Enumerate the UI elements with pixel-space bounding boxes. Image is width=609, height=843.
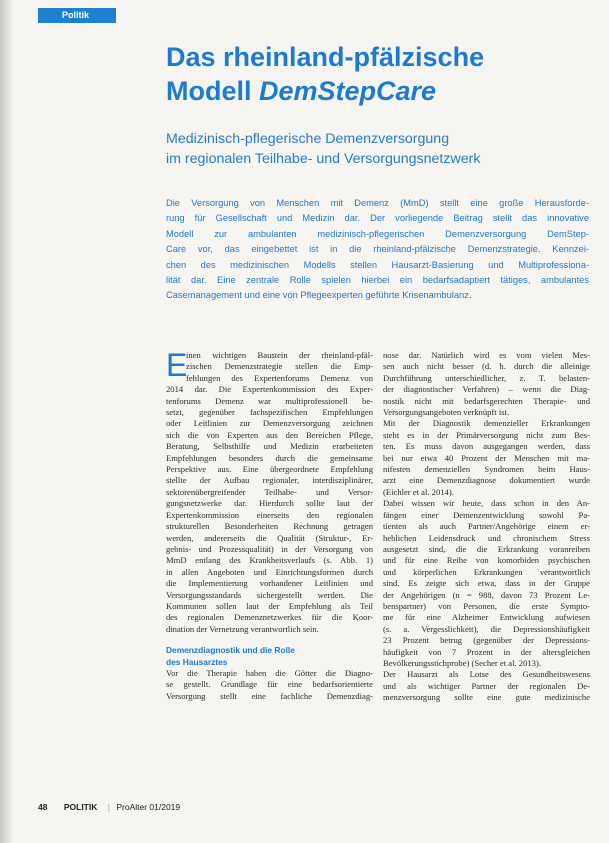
subtitle-line: Medizinisch-pflegerische Demenzversorgung: [166, 131, 450, 147]
subheading-line: Demenzdiagnostik und die Rolle: [166, 645, 295, 656]
footer-separator: |: [107, 802, 110, 812]
text-line: Bevölkerungsstichprobe) (Secher et al. 2013).: [383, 657, 541, 668]
text-line: und körperlichen Erkrankungen verantwortlich: [383, 566, 590, 577]
text-line: Kommunen sollen laut der Empfehlung als Teil: [166, 600, 373, 611]
text-line: sektorenübergreifender Teilhabe- und Versor-: [166, 486, 373, 497]
text-line: tenforums Demenz war multiprofessionell be-: [166, 395, 373, 406]
text-line: Mit der Diagnostik demenzieller Erkrankungen: [383, 418, 590, 429]
text-line: lität dar. Eine zentrale Rolle spielen hierbei ein bedarfsadaptiert tätiges, ambulantes: [166, 275, 589, 286]
text-line: Perspektive aus. Eine übergeordnete Empfehlung: [166, 464, 373, 475]
text-line: nose dar. Natürlich wird es vom vielen Mes-: [383, 350, 590, 360]
text-line: stellte der Aufbau regionaler, interdisziplinärer,: [166, 475, 373, 486]
text-line: sich die von Experten aus den Bereichen Pflege,: [166, 429, 373, 440]
page-footer: [38, 802, 180, 812]
text-line: Versorgungsstandards sichergestellt werden. Die: [166, 589, 373, 600]
text-line: ten. Es muss davon ausgegangen werden, dass: [383, 441, 590, 452]
text-line: MmD entlang des Krankheitsverlaufs (s. Abb. 1): [166, 555, 373, 566]
text-line: ausgesetzt sind, die die Erkrankung voranreiben: [383, 543, 590, 554]
right-text-column: [383, 350, 590, 704]
text-line: Versorgung stellt eine fachliche Demenzdiag-: [166, 690, 373, 701]
text-line: heblichen Leidensdruck und chronischem Stress: [383, 532, 590, 543]
text-line: die Implementierung vorhandener Leitlinien und: [166, 578, 373, 589]
page-number: 48: [38, 802, 48, 812]
section-rubric: Politik: [38, 8, 116, 23]
text-line: Der Hausarzt als Lotse des Gesundheitswesens: [383, 669, 590, 680]
drop-cap: E: [166, 347, 188, 383]
text-line: Empfehlungen besonders durch die gemeinsame: [166, 452, 373, 463]
text-line: häufigkeit von 7 Prozent in der altersgleichen: [383, 646, 590, 657]
text-line: menzversorgung sollte eine gute medizinische: [383, 692, 590, 703]
text-line: Durchführung unterschiedlicher, z. T. belasten-: [383, 372, 590, 383]
text-line: der Angehörigen (n = 988, davon 73 Prozent Le-: [383, 589, 590, 600]
text-line: Modell zur ambulanten medizinisch-pflegerischen Demenzversorgung DemStep-: [166, 228, 589, 239]
text-line: setzt, gegenüber fachspezifischen Empfehlungen: [166, 407, 373, 418]
text-line: gungsnetzwerke dar. Hierdurch sollte laut der: [166, 498, 373, 509]
text-line: fehlungen des Expertenforums Demenz von: [186, 372, 373, 383]
text-line: gebnis- und Prozessqualität) in der Versorgung von: [166, 543, 373, 554]
text-line: oder Leitlinien zur Demenzversorgung zeichnen: [166, 418, 373, 429]
text-line: nostik nicht mit bedarfsgerechten Therapie- und: [383, 395, 590, 406]
text-line: dination der Vernetzung verantwortlich sein.: [166, 623, 319, 634]
text-line: steht es in der Primärversorgung nicht zum Bes-: [383, 429, 590, 440]
paragraph-gap: [166, 635, 373, 645]
footer-journal: ProAlter 01/2019: [116, 802, 181, 812]
text-line: bei nur etwa 40 Prozent der Menschen mit ma-: [383, 452, 590, 463]
text-line: (s. a. Vergesslichkeit), die Depressionshäufigkeit: [383, 623, 590, 634]
text-line: benspartner) von Personen, die erste Sympto-: [383, 600, 590, 611]
subheading-line: des Hausarztes: [166, 656, 228, 667]
text-line: nifesten demenziellen Syndromen beim Haus-: [383, 464, 590, 475]
text-line: inen wichtigen Baustein der rheinland-pfäl-: [186, 350, 373, 360]
footer-section: POLITIK: [63, 802, 98, 812]
text-line: Expertenkommission einerseits den regionalen: [166, 509, 373, 520]
text-line: (Eichler et al. 2014).: [383, 486, 454, 497]
text-line: werden, andererseits die Qualität (Struktur-, Er-: [166, 532, 373, 543]
text-line: Versorgungsangeboten verknüpft ist.: [383, 407, 510, 418]
text-line: me für eine Alzheimer Entwicklung aufwiesen: [383, 612, 590, 623]
text-line: Dabei wissen wir heute, dass schon in den An-: [383, 498, 590, 509]
text-line: arzt eine Demenzdiagnose dokumentiert wurde: [383, 475, 590, 486]
text-line: strukturellen Besonderheiten Rechnung getragen: [166, 521, 373, 532]
page-fold-shadow: [0, 0, 14, 843]
title-line-2-italic: DemStepCare: [259, 76, 437, 106]
text-line: der diagnostischer Verfahren) – wenn die Diag-: [383, 384, 590, 395]
text-line: Die Versorgung von Menschen mit Demenz (MmD) stellt eine große Herausforde-: [166, 198, 589, 208]
text-line: 2014 dar. Die Expertenkommission des Exper-: [166, 384, 373, 395]
text-line: se gestellt. Grundlage für eine bedarfsorientierte: [166, 679, 373, 690]
text-line: sen auch nicht besser (d. h. durch die alleinige: [383, 361, 590, 372]
text-line: Beratung, Selbsthilfe und Medizin erarbeiteten: [166, 441, 373, 452]
article-subtitle: [166, 129, 586, 169]
text-line: in allen Angeboten und Einrichtungsformen durch: [166, 566, 373, 577]
text-line: tienten als auch Partner/Angehörige einem er-: [383, 521, 590, 532]
text-line: rung für Gesellschaft und Medizin dar. Der vorliegende Beitrag stellt das innovative: [166, 213, 589, 224]
text-line: und für eine Reihe von komorbiden psychischen: [383, 555, 590, 566]
title-line-2-plain: Modell: [166, 76, 259, 106]
subtitle-line: im regionalen Teilhabe- und Versorgungsnetzwerk: [166, 151, 481, 167]
title-line-2: [166, 74, 586, 108]
text-line: fängen einer Demenzentwicklung sowohl Pa-: [383, 509, 590, 520]
text-line: und als wichtiger Partner der regionalen De-: [383, 680, 590, 691]
article-title: [166, 40, 586, 108]
text-line: zischen Demenzstrategie stellen die Emp-: [186, 361, 373, 372]
text-line: Vor die Therapie haben die Götter die Diagno-: [166, 667, 373, 678]
opening-paragraph: [166, 347, 373, 384]
text-line: 23 Prozent betrug (gegenüber der Depressions-: [383, 635, 590, 646]
lead-paragraph: [166, 196, 589, 304]
text-line: Casemanagement und eine von Pflegeexperten geführte Krisenambulanz.: [166, 290, 472, 301]
text-line: des regionalen Demenznetzwerkes für die Koor-: [166, 612, 373, 623]
left-text-column: [166, 347, 373, 702]
text-line: chen des medizinischen Modells stellen Hausarzt-Basierung und Multiprofessiona-: [166, 259, 589, 270]
text-line: sind. Es zeigte sich etwa, dass in der Gruppe: [383, 578, 590, 589]
title-line-1: Das rheinland-pfälzische: [166, 42, 485, 72]
text-line: Care vor, das eingebettet ist in die rheinland-pfälzische Demenzstrategie. Kennzei-: [166, 244, 589, 255]
